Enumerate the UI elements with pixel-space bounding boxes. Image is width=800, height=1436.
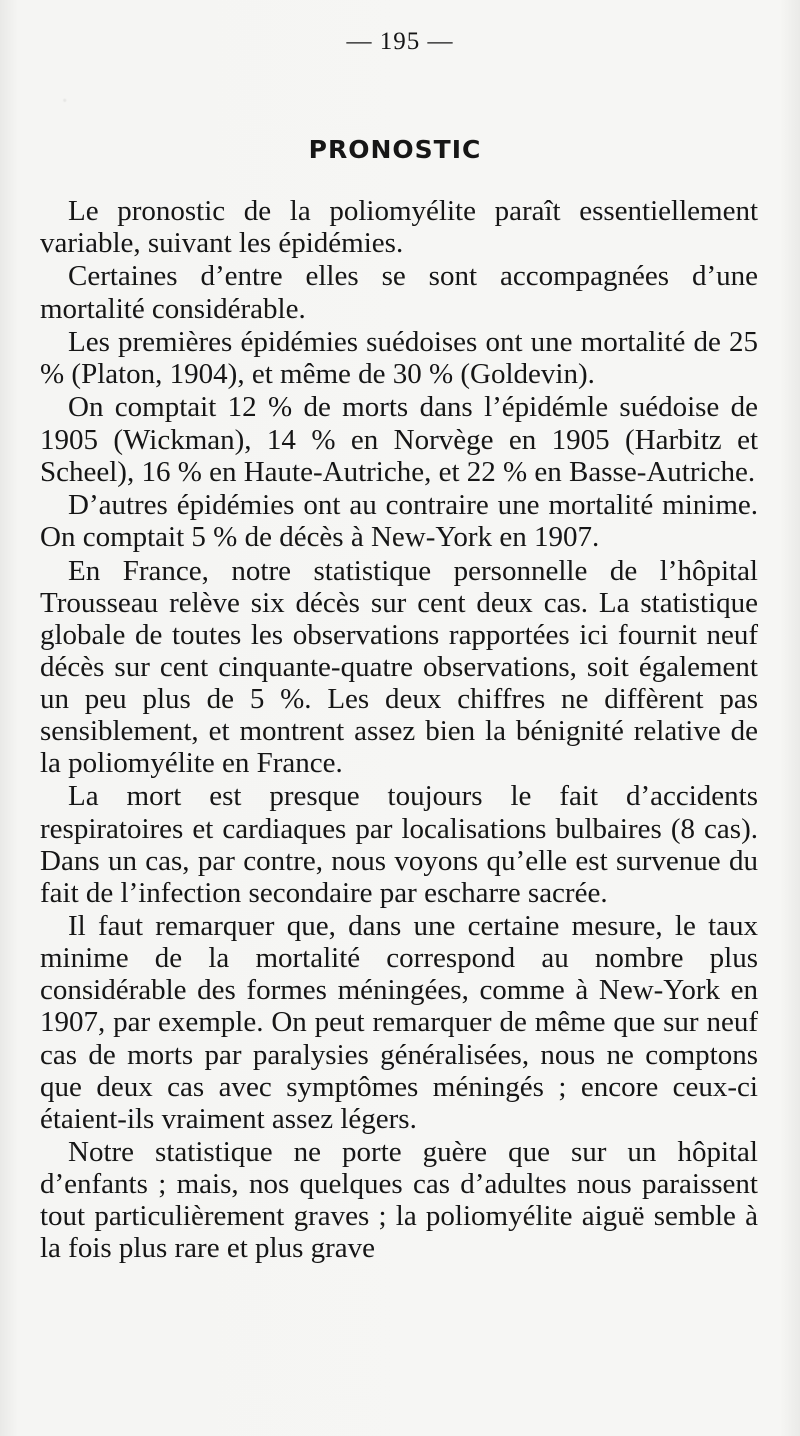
paragraph: On comptait 12 % de morts dans l’épidémle suédoise de 1905 (Wickman), 14 % en Norvège en 1905 (Harbitz et Scheel), 16 % en Haute-Autriche, et 22 % en Basse-Autriche.	[40, 391, 758, 488]
paragraph: Certaines d’entre elles se sont accompagnées d’une mortalité considérable.	[40, 260, 758, 325]
body-text	[40, 195, 758, 1264]
section-title: PRONOSTIC	[308, 135, 482, 164]
paragraph: Il faut remarquer que, dans une certaine mesure, le taux minime de la mortalité correspond au nombre plus considérable des formes méningées, comme à New-York en 1907, par exemple. On peut remarquer de même que sur neuf cas de morts par paralysies généralisées, nous ne comptons que deux cas avec symptômes méningés ; encore ceux-ci étaient-ils vraiment assez légers.	[40, 910, 758, 1135]
paragraph: Le pronostic de la poliomyélite paraît essentiellement variable, suivant les épidémies.	[40, 195, 758, 260]
page-number: — 195 —	[346, 28, 454, 55]
paragraph: D’autres épidémies ont au contraire une mortalité minime. On comptait 5 % de décès à New-York en 1907.	[40, 489, 758, 554]
paragraph: En France, notre statistique personnelle de l’hôpital Trousseau relève six décès sur cent deux cas. La statistique globale de toutes les observations rapportées ici fournit neuf décès sur cent cinquante-quatre observations, soit également un peu plus de 5 %. Les deux chiffres ne diffèrent pas sensiblement, et montrent assez bien la bénignité relative de la poliomyélite en France.	[40, 554, 758, 780]
paragraph: La mort est presque toujours le fait d’accidents respiratoires et cardiaques par localisations bulbaires (8 cas). Dans un cas, par contre, nous voyons qu’elle est survenue du fait de l’infection secondaire par escharre sacrée.	[40, 780, 758, 909]
paragraph: Notre statistique ne porte guère que sur un hôpital d’enfants ; mais, nos quelques cas d’adultes nous paraissent tout particulièrement graves ; la poliomyélite aiguë semble à la fois plus rare et plus grave	[40, 1136, 758, 1265]
show-through-texture: ·	[60, 86, 70, 117]
paragraph: Les premières épidémies suédoises ont une mortalité de 25 % (Platon, 1904), et même de 30 % (Goldevin).	[40, 325, 758, 391]
